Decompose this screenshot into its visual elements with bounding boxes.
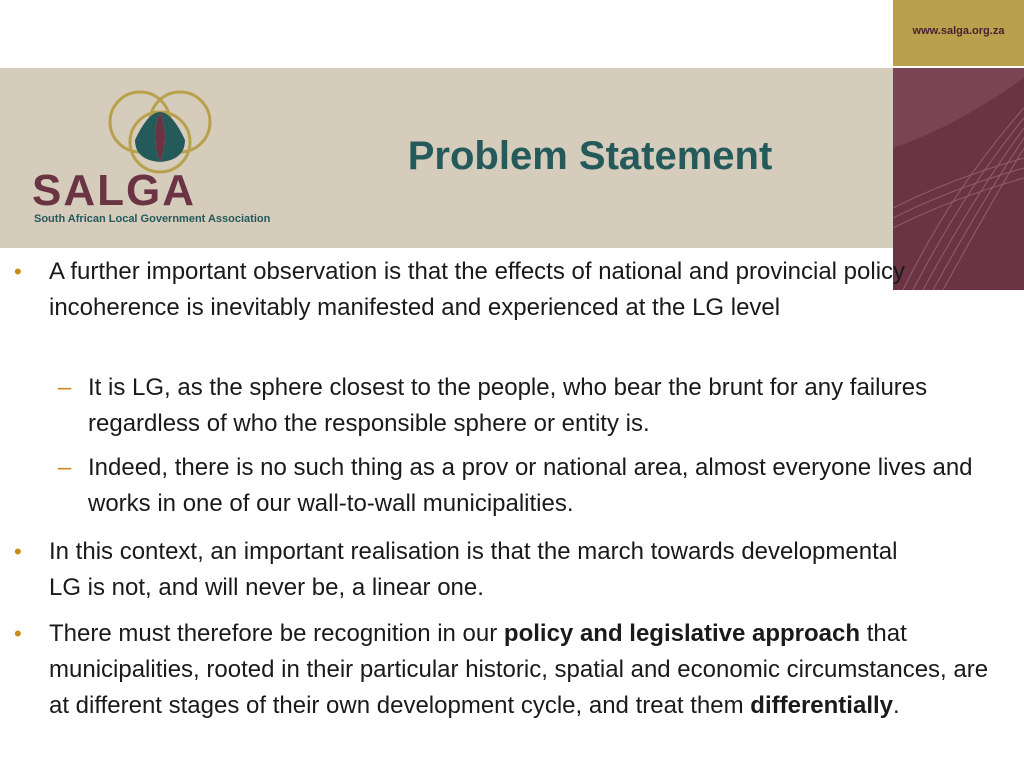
bullet-marker: • [14, 539, 22, 564]
dash-marker: – [58, 454, 72, 481]
bullet-item-2: In this context, an important realisation is that the march towards developmental LG is not, and will never be, a linear one. [49, 538, 898, 601]
bullet-item-1: A further important observation is that the effects of national and provincial policy incoherence is inevitably manifested and experienced at the LG level [49, 258, 906, 321]
bold-text: differentially [750, 692, 893, 719]
bullet-marker: • [14, 621, 22, 646]
website-url: www.salga.org.za [912, 25, 1005, 37]
sub-item-1-1: It is LG, as the sphere closest to the people, who bear the brunt for any failures regardless of who the responsible sphere or entity is. [88, 374, 928, 437]
slide-title: Problem Statement [407, 134, 773, 178]
bullet-marker: • [14, 259, 22, 284]
text-segment: There must therefore be recognition in our [49, 620, 504, 647]
bold-text: policy and legislative approach [503, 620, 861, 647]
website-box [893, 0, 1024, 66]
logo-rings-icon [110, 92, 210, 172]
dash-marker: – [58, 374, 72, 401]
sub-item-1-2: Indeed, there is no such thing as a prov or national area, almost everyone lives and works in one of our wall-to-wall municipalities. [88, 454, 973, 517]
text-segment: that municipalities, rooted in their particular historic, spatial and economic circumstances, are at different stages of their own development cycle, and treat them [49, 620, 989, 719]
bullet-item-3 [49, 616, 989, 724]
text-segment: . [893, 692, 900, 719]
salga-logo [20, 82, 310, 232]
svg-text:SALGA: SALGA [32, 166, 196, 215]
svg-text:South African Local Government: South African Local Government Association [34, 213, 271, 225]
